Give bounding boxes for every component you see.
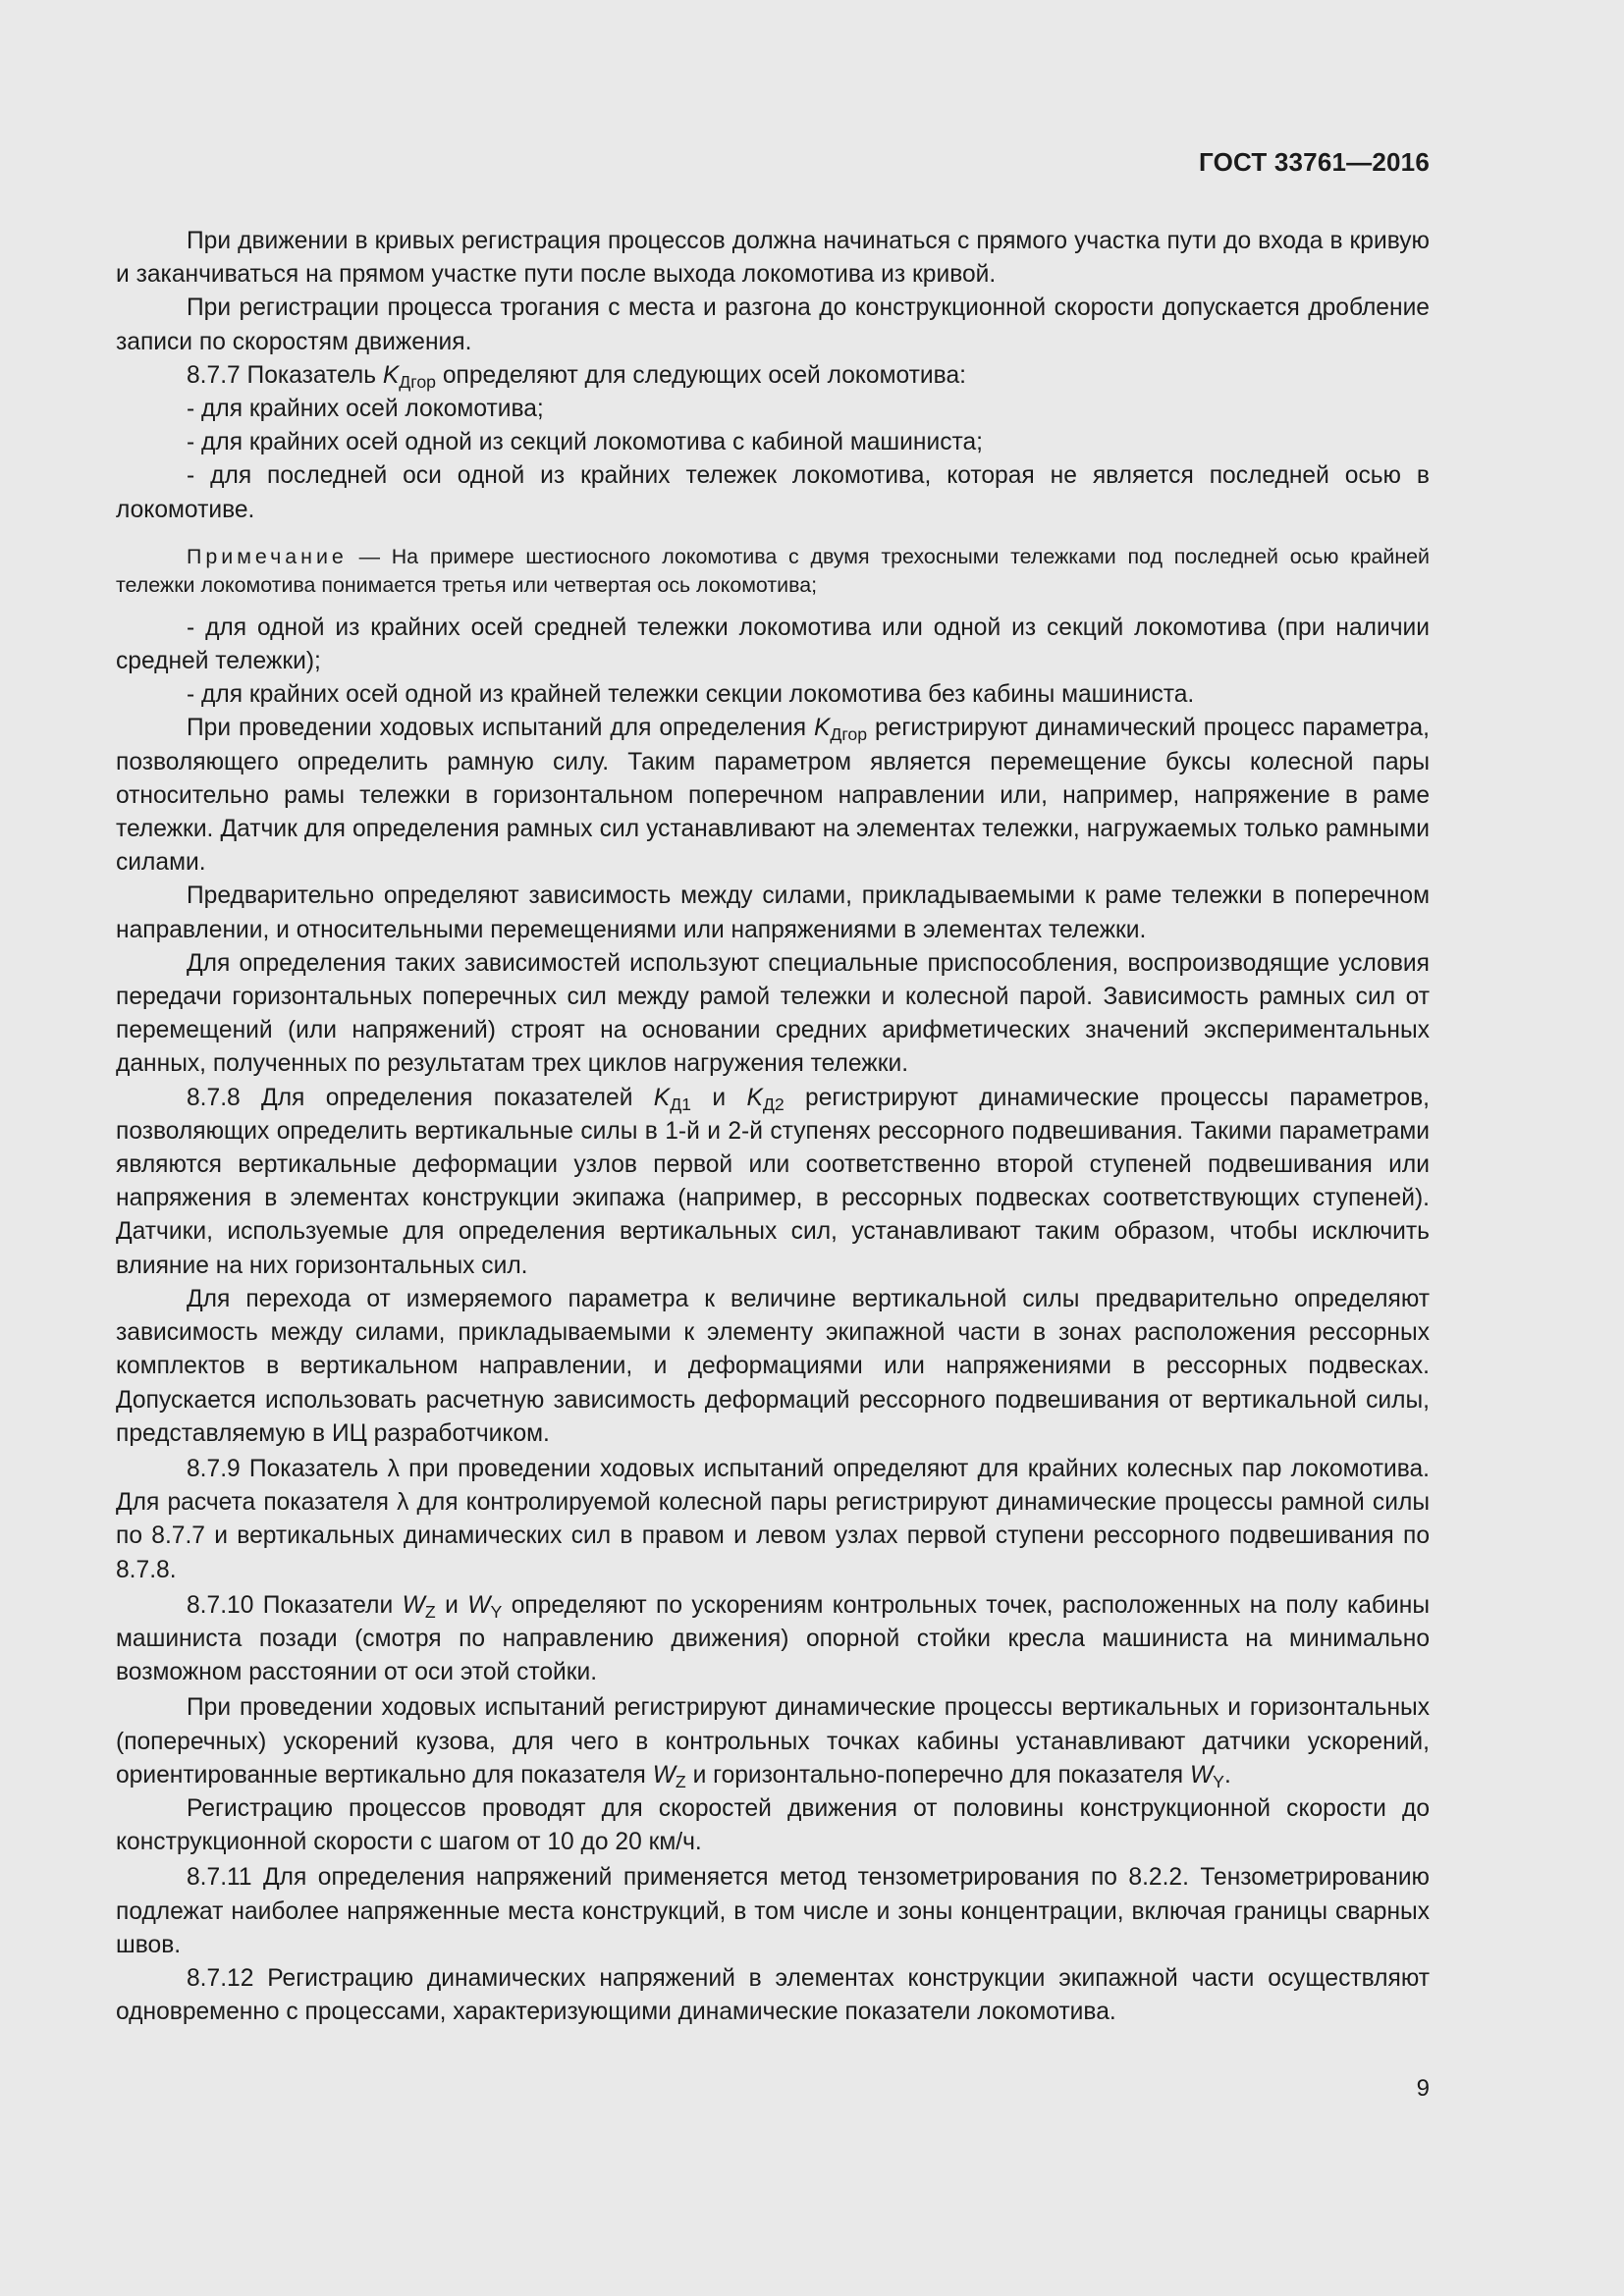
list-item: - для крайних осей одной из крайней тележки секции локомотива без кабины машиниста.: [187, 681, 1195, 709]
page-number: 9: [1416, 2075, 1430, 2102]
text-run: определяют для следующих осей локомотива:: [436, 361, 966, 389]
symbol-w: W: [1189, 1761, 1214, 1789]
paragraph-8-7-8: [116, 1082, 1430, 1283]
paragraph: [116, 1691, 1430, 1792]
subscript: Дгор: [399, 371, 437, 392]
text-run: 8.7.8 Для определения показателей: [187, 1084, 654, 1111]
note-label: Примечание: [187, 544, 348, 568]
list-item: - для одной из крайних осей средней тележки локомотива или одной из секций локомотива (при наличии средней тележки);: [116, 614, 1430, 675]
text-run: 8.7.7 Показатель: [187, 361, 383, 389]
paragraph-8-7-9: 8.7.9 Показатель λ при проведении ходовых испытаний определяют для крайних колесных пар локомотива. Для расчета показателя λ для контролируемой колесной пары регистрируют динамические процессы рамной силы по 8.7.7 и вертикальных динамических сил в правом и левом узлах первой ступени рессорного подвешивания по 8.7.8.: [116, 1455, 1430, 1583]
text-run: 8.7.10 Показатели: [187, 1591, 403, 1619]
text-run: При проведении ходовых испытаний регистрируют динамические процессы вертикальных и горизонтальных (поперечных) ускорений кузова, для чего в контрольных точках кабины устанавливают датчики ускорений, ориентированные вертикально для показателя: [116, 1694, 1430, 1789]
symbol-w: W: [467, 1591, 491, 1619]
note-text: — На примере шестиосного локомотива с двумя трехосными тележками под последней осью крайней тележки локомотива понимается третья или четвертая ось локомотива;: [116, 544, 1430, 597]
list-item: - для крайних осей локомотива;: [187, 396, 544, 423]
text-run: определяют по ускорениям контрольных точек, расположенных на полу кабины машиниста позади (смотря по направлению движения) опорной стойки кресла машиниста на минимально возможном расстоянии от оси этой стойки.: [116, 1591, 1431, 1686]
symbol-w: W: [652, 1761, 676, 1789]
paragraph: [116, 712, 1430, 880]
subscript: Дгор: [830, 724, 868, 745]
symbol-k: K: [746, 1084, 763, 1111]
document-code: ГОСТ 33761—2016: [1199, 147, 1430, 177]
list-item: - для последней оси одной из крайних тележек локомотива, которая не является последней осью в локомотиве.: [116, 462, 1430, 523]
paragraph-8-7-10: [116, 1589, 1430, 1690]
note: [116, 543, 1430, 600]
subscript: Y: [1213, 1771, 1224, 1791]
subscript: Z: [675, 1771, 686, 1791]
paragraph: Предварительно определяют зависимость между силами, прикладываемыми к раме тележки в поперечном направлении, и относительными перемещениями или напряжениями в элементах тележки.: [116, 882, 1430, 943]
paragraph: Регистрацию процессов проводят для скоростей движения от половины конструкционной скорости до конструкционной скорости с шагом от 10 до 20 км/ч.: [116, 1794, 1430, 1856]
paragraph-8-7-12: 8.7.12 Регистрацию динамических напряжений в элементах конструкции экипажной части осуществляют одновременно с процессами, характеризующими динамические показатели локомотива.: [116, 1964, 1430, 2026]
text-run: и горизонтально-поперечно для показателя: [685, 1761, 1190, 1789]
text-run: регистрируют динамические процессы параметров, позволяющих определить вертикальные силы в 1-й и 2-й ступенях рессорного подвешивания. Такими параметрами являются вертикальные деформации узлов первой или соответственно второй ступеней подвешивания или напряжения в элементах конструкции экипажа (например, в рессорных подвесках соответствующих ступеней). Датчики, используемые для определения вертикальных сил, устанавливают таким образом, чтобы исключить влияние на них горизонтальных сил.: [116, 1084, 1430, 1279]
paragraph-8-7-7: [116, 359, 1430, 393]
text-run: регистрируют динамический процесс параметра, позволяющего определить рамную силу. Таким параметром является перемещение буксы колесной пары относительно рамы тележки в горизонтальном поперечном направлении или, например, напряжение в раме тележки. Датчик для определения рамных сил устанавливают на элементах тележки, нагружаемых только рамными силами.: [116, 715, 1430, 877]
text-run: и: [435, 1591, 468, 1619]
symbol-k: K: [382, 361, 400, 389]
list-item: - для крайних осей одной из секций локомотива с кабиной машиниста;: [187, 429, 983, 456]
paragraph: Для перехода от измеряемого параметра к величине вертикальной силы предварительно определяют зависимость между силами, прикладываемыми к элементу экипажной части в зонах расположения рессорных комплектов в вертикальном направлении, и деформациями или напряжениями в рессорных подвесках. Допускается использовать расчетную зависимость деформаций рессорного подвешивания от вертикальной силы, представляемую в ИЦ разработчиком.: [116, 1285, 1430, 1447]
text-run: и: [691, 1084, 747, 1111]
subscript: Z: [424, 1601, 436, 1622]
body-text: [116, 225, 1430, 2029]
paragraph: При регистрации процесса трогания с места и разгона до конструкционной скорости допускается дробление записи по скоростям движения.: [116, 294, 1430, 355]
symbol-k: K: [653, 1084, 671, 1111]
symbol-k: K: [813, 715, 831, 742]
subscript: Y: [490, 1601, 503, 1622]
subscript: Д2: [762, 1094, 785, 1114]
subscript: Д1: [670, 1094, 692, 1114]
paragraph: Для определения таких зависимостей используют специальные приспособления, воспроизводящие условия передачи горизонтальных поперечных сил между рамой тележки и колесной парой. Зависимость рамных сил от перемещений (или напряжений) строят на основании средних арифметических значений экспериментальных данных, полученных по результатам трех циклов нагружения тележки.: [116, 949, 1430, 1078]
symbol-w: W: [402, 1591, 425, 1619]
text-run: При проведении ходовых испытаний для определения: [187, 715, 814, 742]
text-run: .: [1223, 1761, 1231, 1789]
paragraph: При движении в кривых регистрация процессов должна начинаться с прямого участка пути до входа в кривую и заканчиваться на прямом участке пути после выхода локомотива из кривой.: [116, 228, 1430, 289]
paragraph-8-7-11: 8.7.11 Для определения напряжений применяется метод тензометрирования по 8.2.2. Тензометрированию подлежат наиболее напряженные места конструкций, в том числе и зоны концентрации, включая границы сварных швов.: [116, 1864, 1430, 1958]
